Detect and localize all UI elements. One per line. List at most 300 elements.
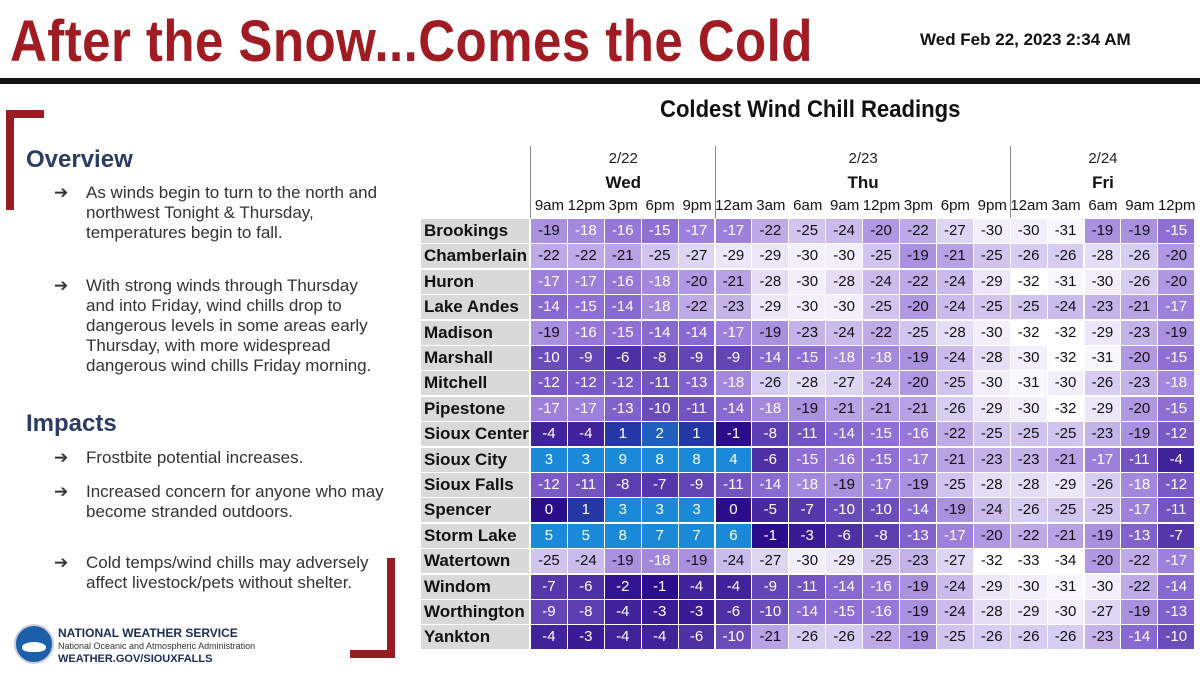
- wind-chill-cell: -18: [789, 473, 825, 497]
- wind-chill-cell: -15: [1158, 346, 1194, 370]
- wind-chill-cell: -23: [1085, 422, 1121, 446]
- wind-chill-cell: -24: [937, 295, 973, 319]
- wind-chill-cell: -26: [1011, 244, 1047, 268]
- hour-label: 9am: [1125, 197, 1155, 214]
- wind-chill-cell: -26: [1085, 371, 1121, 395]
- wind-chill-cell: -14: [752, 346, 788, 370]
- wind-chill-cell: -25: [1048, 422, 1084, 446]
- wind-chill-cell: -12: [531, 371, 567, 395]
- wind-chill-cell: -26: [789, 625, 825, 649]
- overview-heading: Overview: [26, 146, 133, 173]
- wind-chill-cell: -16: [863, 575, 899, 599]
- wind-chill-cell: -28: [1011, 473, 1047, 497]
- wind-chill-cell: -26: [1048, 625, 1084, 649]
- wind-chill-cell: -14: [826, 422, 862, 446]
- wind-chill-cell: -27: [679, 244, 715, 268]
- wind-chill-cell: -13: [679, 371, 715, 395]
- wind-chill-cell: -10: [716, 625, 752, 649]
- wind-chill-cell: -22: [1011, 524, 1047, 548]
- day-name: Fri: [1092, 173, 1114, 192]
- wind-chill-cell: -30: [1085, 270, 1121, 294]
- wind-chill-cell: 2: [642, 422, 678, 446]
- wind-chill-cell: -14: [605, 295, 641, 319]
- wind-chill-cell: -15: [789, 346, 825, 370]
- issue-datetime: Wed Feb 22, 2023 2:34 AM: [920, 30, 1131, 49]
- bullet-text: With strong winds through Thursday and into Friday, wind chills drop to dangerous levels in some areas early Thursday, with more widespread dangerous wind chills Friday morning.: [86, 276, 372, 375]
- wind-chill-cell: -22: [531, 244, 567, 268]
- location-label: Storm Lake: [421, 524, 529, 548]
- hour-label: 3am: [1051, 197, 1081, 214]
- hour-label: 9pm: [977, 197, 1007, 214]
- arrow-right-icon: ➔: [54, 553, 69, 572]
- wind-chill-cell: -19: [1085, 219, 1121, 243]
- wind-chill-cell: -20: [1121, 346, 1157, 370]
- wind-chill-cell: 1: [568, 498, 604, 522]
- hour-label: 3am: [756, 197, 786, 214]
- wind-chill-cell: -17: [716, 321, 752, 345]
- table-title: Coldest Wind Chill Readings: [660, 96, 961, 123]
- wind-chill-cell: -19: [1121, 219, 1157, 243]
- wind-chill-cell: -3: [679, 600, 715, 624]
- wind-chill-cell: -28: [1085, 244, 1121, 268]
- wind-chill-cell: -14: [826, 575, 862, 599]
- location-label: Huron: [421, 270, 529, 294]
- wind-chill-cell: -4: [642, 625, 678, 649]
- wind-chill-cell: -23: [974, 448, 1010, 472]
- wind-chill-cell: -31: [1011, 371, 1047, 395]
- wind-chill-cell: -12: [531, 473, 567, 497]
- nws-url[interactable]: WEATHER.GOV/SIOUXFALLS: [58, 653, 213, 665]
- wind-chill-cell: 7: [642, 524, 678, 548]
- impacts-bullet: [54, 448, 374, 470]
- wind-chill-cell: 6: [716, 524, 752, 548]
- wind-chill-cell: -4: [605, 625, 641, 649]
- wind-chill-cell: -16: [605, 270, 641, 294]
- wind-chill-cell: -30: [789, 549, 825, 573]
- wind-chill-cell: -29: [716, 244, 752, 268]
- arrow-right-icon: ➔: [54, 448, 69, 467]
- wind-chill-cell: -29: [1085, 321, 1121, 345]
- location-label: Pipestone: [421, 397, 529, 421]
- nws-agency: National Oceanic and Atmospheric Administration: [58, 641, 256, 651]
- wind-chill-cell: -24: [568, 549, 604, 573]
- wind-chill-cell: -23: [1121, 371, 1157, 395]
- hour-label: 12am: [1010, 197, 1048, 214]
- wind-chill-cell: -19: [679, 549, 715, 573]
- hour-label: 9pm: [682, 197, 712, 214]
- wind-chill-cell: -16: [900, 422, 936, 446]
- wind-chill-cell: -13: [1121, 524, 1157, 548]
- wind-chill-cell: -21: [937, 244, 973, 268]
- wind-chill-cell: 3: [568, 448, 604, 472]
- wind-chill-cell: -18: [568, 219, 604, 243]
- wind-chill-cell: -21: [716, 270, 752, 294]
- wind-chill-cell: -26: [1048, 244, 1084, 268]
- wind-chill-cell: -23: [1085, 625, 1121, 649]
- wind-chill-cell: -8: [863, 524, 899, 548]
- wind-chill-cell: -21: [826, 397, 862, 421]
- hour-label: 6am: [1088, 197, 1118, 214]
- wind-chill-cell: -4: [716, 575, 752, 599]
- hour-label: 6pm: [940, 197, 970, 214]
- wind-chill-cell: -14: [900, 498, 936, 522]
- wind-chill-cell: -16: [863, 600, 899, 624]
- location-label: Watertown: [421, 549, 529, 573]
- location-label: Worthington: [421, 600, 529, 624]
- wind-chill-cell: -25: [642, 244, 678, 268]
- wind-chill-cell: -19: [900, 473, 936, 497]
- hour-label: 12am: [715, 197, 753, 214]
- wind-chill-cell: -30: [1011, 346, 1047, 370]
- wind-chill-cell: -25: [974, 244, 1010, 268]
- wind-chill-cell: -30: [1085, 575, 1121, 599]
- wind-chill-cell: -28: [974, 473, 1010, 497]
- wind-chill-cell: -11: [1121, 448, 1157, 472]
- wind-chill-cell: -19: [900, 600, 936, 624]
- wind-chill-cell: -32: [1011, 270, 1047, 294]
- wind-chill-cell: -29: [1048, 473, 1084, 497]
- wind-chill-cell: -24: [937, 346, 973, 370]
- location-label: Spencer: [421, 498, 529, 522]
- wind-chill-cell: -30: [789, 295, 825, 319]
- hour-label: 12pm: [567, 197, 606, 214]
- bullet-text: Increased concern for anyone who may become stranded outdoors.: [86, 482, 384, 521]
- wind-chill-cell: -1: [642, 575, 678, 599]
- wind-chill-cell: -18: [863, 346, 899, 370]
- wind-chill-cell: 0: [531, 498, 567, 522]
- wind-chill-cell: -25: [1011, 295, 1047, 319]
- wind-chill-cell: -15: [863, 448, 899, 472]
- wind-chill-cell: -20: [1158, 244, 1194, 268]
- wind-chill-cell: -26: [1011, 625, 1047, 649]
- overview-bullet: [54, 183, 378, 263]
- wind-chill-cell: 0: [716, 498, 752, 522]
- wind-chill-cell: -23: [716, 295, 752, 319]
- wind-chill-cell: -18: [1158, 371, 1194, 395]
- wind-chill-cell: -18: [642, 295, 678, 319]
- wind-chill-cell: -29: [1011, 600, 1047, 624]
- wind-chill-cell: -29: [974, 397, 1010, 421]
- wind-chill-cell: -24: [863, 270, 899, 294]
- wind-chill-cell: -27: [1085, 600, 1121, 624]
- location-label: Chamberlain: [421, 244, 529, 268]
- wind-chill-cell: -19: [937, 498, 973, 522]
- wind-chill-cell: -14: [679, 321, 715, 345]
- wind-chill-cell: -29: [974, 575, 1010, 599]
- wind-chill-cell: 1: [679, 422, 715, 446]
- wind-chill-cell: -25: [937, 625, 973, 649]
- wind-chill-cell: -9: [531, 600, 567, 624]
- wind-chill-cell: -19: [531, 219, 567, 243]
- wind-chill-cell: -19: [789, 397, 825, 421]
- wind-chill-cell: -19: [900, 346, 936, 370]
- wind-chill-cell: -12: [605, 371, 641, 395]
- wind-chill-cell: -25: [863, 549, 899, 573]
- wind-chill-cell: -7: [642, 473, 678, 497]
- wind-chill-cell: -6: [679, 625, 715, 649]
- wind-chill-cell: -7: [1158, 524, 1194, 548]
- wind-chill-cell: -26: [1121, 270, 1157, 294]
- wind-chill-cell: -29: [752, 244, 788, 268]
- wind-chill-cell: -30: [1011, 575, 1047, 599]
- wind-chill-cell: -30: [974, 321, 1010, 345]
- wind-chill-cell: -10: [826, 498, 862, 522]
- wind-chill-cell: -21: [900, 397, 936, 421]
- wind-chill-cell: -31: [1085, 346, 1121, 370]
- impacts-bullet: [54, 482, 384, 524]
- wind-chill-cell: -24: [1048, 295, 1084, 319]
- wind-chill-cell: -11: [568, 473, 604, 497]
- wind-chill-cell: -19: [605, 549, 641, 573]
- wind-chill-cell: -14: [752, 473, 788, 497]
- wind-chill-cell: -26: [1121, 244, 1157, 268]
- wind-chill-cell: -17: [531, 397, 567, 421]
- wind-chill-cell: -16: [826, 448, 862, 472]
- wind-chill-cell: 5: [531, 524, 567, 548]
- wind-chill-cell: -33: [1011, 549, 1047, 573]
- wind-chill-cell: -16: [605, 219, 641, 243]
- wind-chill-cell: -10: [531, 346, 567, 370]
- wind-chill-cell: 8: [642, 448, 678, 472]
- location-label: Mitchell: [421, 371, 529, 395]
- wind-chill-cell: -15: [605, 321, 641, 345]
- wind-chill-cell: -18: [1121, 473, 1157, 497]
- wind-chill-cell: -15: [642, 219, 678, 243]
- wind-chill-cell: 5: [568, 524, 604, 548]
- wind-chill-cell: -26: [937, 397, 973, 421]
- wind-chill-cell: -22: [752, 219, 788, 243]
- wind-chill-cell: -22: [1121, 575, 1157, 599]
- wind-chill-cell: -30: [974, 219, 1010, 243]
- wind-chill-cell: -10: [752, 600, 788, 624]
- wind-chill-cell: -15: [1158, 397, 1194, 421]
- wind-chill-cell: -9: [716, 346, 752, 370]
- wind-chill-cell: -1: [752, 524, 788, 548]
- bullet-text: Cold temps/wind chills may adversely affect livestock/pets without shelter.: [86, 553, 369, 592]
- wind-chill-cell: -28: [974, 600, 1010, 624]
- wind-chill-cell: 1: [605, 422, 641, 446]
- wind-chill-cell: -1: [716, 422, 752, 446]
- wind-chill-cell: -11: [1158, 498, 1194, 522]
- wind-chill-cell: -23: [789, 321, 825, 345]
- wind-chill-cell: -17: [716, 219, 752, 243]
- wind-chill-cell: -30: [826, 244, 862, 268]
- wind-chill-cell: -25: [863, 295, 899, 319]
- arrow-right-icon: ➔: [54, 276, 69, 295]
- wind-chill-cell: -27: [826, 371, 862, 395]
- wind-chill-cell: -21: [605, 244, 641, 268]
- wind-chill-cell: -25: [531, 549, 567, 573]
- wind-chill-cell: -10: [1158, 625, 1194, 649]
- hour-label: 6am: [793, 197, 823, 214]
- wind-chill-cell: -18: [826, 346, 862, 370]
- wind-chill-cell: -9: [679, 473, 715, 497]
- wind-chill-cell: -16: [568, 321, 604, 345]
- wind-chill-cell: -27: [937, 219, 973, 243]
- wind-chill-cell: -23: [900, 549, 936, 573]
- location-label: Sioux Falls: [421, 473, 529, 497]
- wind-chill-cell: -31: [1048, 270, 1084, 294]
- wind-chill-cell: -4: [605, 600, 641, 624]
- wind-chill-cell: -20: [900, 371, 936, 395]
- wind-chill-cell: -10: [642, 397, 678, 421]
- wind-chill-cell: -22: [900, 219, 936, 243]
- wind-chill-cell: 3: [679, 498, 715, 522]
- wind-chill-cell: -20: [679, 270, 715, 294]
- wind-chill-cell: -25: [937, 473, 973, 497]
- wind-chill-cell: -25: [1048, 498, 1084, 522]
- hour-label: 12pm: [862, 197, 901, 214]
- wind-chill-cell: -32: [1011, 321, 1047, 345]
- wind-chill-cell: -30: [789, 244, 825, 268]
- wind-chill-cell: -4: [1158, 448, 1194, 472]
- wind-chill-cell: -19: [1085, 524, 1121, 548]
- wind-chill-cell: -18: [752, 397, 788, 421]
- page-title: After the Snow...Comes the Cold: [10, 9, 813, 74]
- wind-chill-cell: -12: [1158, 473, 1194, 497]
- location-label: Marshall: [421, 346, 529, 370]
- wind-chill-cell: -22: [568, 244, 604, 268]
- wind-chill-cell: -26: [826, 625, 862, 649]
- bullet-text: As winds begin to turn to the north and northwest Tonight & Thursday, temperatures begin to fall.: [86, 183, 378, 242]
- wind-chill-cell: -25: [974, 295, 1010, 319]
- wind-chill-cell: -26: [1085, 473, 1121, 497]
- wind-chill-cell: -19: [531, 321, 567, 345]
- wind-chill-cell: -28: [937, 321, 973, 345]
- wind-chill-cell: -25: [863, 244, 899, 268]
- wind-chill-cell: -17: [568, 397, 604, 421]
- wind-chill-cell: -29: [752, 295, 788, 319]
- wind-chill-cell: -30: [789, 270, 825, 294]
- wind-chill-cell: -25: [937, 371, 973, 395]
- wind-chill-cell: -32: [974, 549, 1010, 573]
- wind-chill-cell: -6: [752, 448, 788, 472]
- day-date: 2/22: [608, 150, 638, 167]
- wind-chill-cell: -8: [752, 422, 788, 446]
- hour-label: 9am: [534, 197, 565, 214]
- wind-chill-cell: -20: [900, 295, 936, 319]
- wind-chill-cell: -20: [974, 524, 1010, 548]
- wind-chill-cell: -25: [900, 321, 936, 345]
- day-date: 2/24: [1088, 150, 1118, 167]
- wind-chill-cell: -30: [826, 295, 862, 319]
- wind-chill-cell: -11: [679, 397, 715, 421]
- title-divider: [0, 78, 1200, 84]
- wind-chill-cell: -17: [1085, 448, 1121, 472]
- wind-chill-cell: -21: [752, 625, 788, 649]
- wind-chill-cell: -30: [1011, 219, 1047, 243]
- wind-chill-cell: -18: [642, 549, 678, 573]
- wind-chill-cell: -3: [642, 600, 678, 624]
- wind-chill-cell: 4: [716, 448, 752, 472]
- location-label: Sioux City: [421, 448, 529, 472]
- wind-chill-cell: -14: [1121, 625, 1157, 649]
- overview-bullet: [54, 276, 374, 396]
- wind-chill-cell: -15: [826, 600, 862, 624]
- wind-chill-cell: -31: [1048, 575, 1084, 599]
- wind-chill-cell: -30: [1011, 397, 1047, 421]
- wind-chill-cell: -14: [1158, 575, 1194, 599]
- wind-chill-cell: -26: [974, 625, 1010, 649]
- wind-chill-cell: -29: [1085, 397, 1121, 421]
- wind-chill-cell: -12: [1158, 422, 1194, 446]
- arrow-right-icon: ➔: [54, 183, 69, 202]
- wind-chill-cell: -22: [679, 295, 715, 319]
- hour-label: 9am: [830, 197, 860, 214]
- wind-chill-cell: -23: [1121, 321, 1157, 345]
- wind-chill-cell: -24: [826, 219, 862, 243]
- wind-chill-cell: -30: [974, 371, 1010, 395]
- wind-chill-cell: -3: [568, 625, 604, 649]
- wind-chill-cell: -6: [716, 600, 752, 624]
- wind-chill-cell: 3: [531, 448, 567, 472]
- wind-chill-cell: -19: [826, 473, 862, 497]
- location-label: Lake Andes: [421, 295, 529, 319]
- wind-chill-cell: -20: [1121, 397, 1157, 421]
- wind-chill-cell: 8: [679, 448, 715, 472]
- wind-chill-cell: -17: [679, 219, 715, 243]
- wind-chill-cell: -24: [716, 549, 752, 573]
- wind-chill-cell: -28: [752, 270, 788, 294]
- wind-chill-cell: -6: [568, 575, 604, 599]
- wind-chill-cell: -20: [1085, 549, 1121, 573]
- wind-chill-cell: -34: [1048, 549, 1084, 573]
- wind-chill-cell: -20: [863, 219, 899, 243]
- wind-chill-cell: -29: [974, 270, 1010, 294]
- wind-chill-cell: -17: [937, 524, 973, 548]
- location-label: Sioux Center: [421, 422, 529, 446]
- wind-chill-cell: -19: [900, 575, 936, 599]
- wind-chill-cell: -26: [752, 371, 788, 395]
- wind-chill-cell: -8: [642, 346, 678, 370]
- wind-chill-cell: -29: [826, 549, 862, 573]
- wind-chill-cell: -25: [974, 422, 1010, 446]
- wind-chill-cell: -9: [752, 575, 788, 599]
- wind-chill-cell: -19: [900, 244, 936, 268]
- wind-chill-cell: -20: [1158, 270, 1194, 294]
- wind-chill-cell: -25: [1085, 498, 1121, 522]
- impacts-bullet: [54, 553, 374, 615]
- wind-chill-cell: -21: [1048, 524, 1084, 548]
- location-label: Brookings: [421, 219, 529, 243]
- wind-chill-cell: -15: [863, 422, 899, 446]
- wind-chill-cell: -17: [900, 448, 936, 472]
- location-label: Madison: [421, 321, 529, 345]
- wind-chill-cell: -17: [1158, 549, 1194, 573]
- wind-chill-cell: -17: [531, 270, 567, 294]
- wind-chill-cell: -21: [1121, 295, 1157, 319]
- bullet-text: Frostbite potential increases.: [86, 448, 304, 467]
- wind-chill-cell: -14: [531, 295, 567, 319]
- wind-chill-cell: -15: [1158, 219, 1194, 243]
- wind-chill-cell: -24: [937, 600, 973, 624]
- wind-chill-cell: 9: [605, 448, 641, 472]
- wind-chill-cell: -13: [900, 524, 936, 548]
- wind-chill-cell: -25: [789, 219, 825, 243]
- wind-chill-cell: -23: [1011, 448, 1047, 472]
- wind-chill-cell: -28: [826, 270, 862, 294]
- arrow-right-icon: ➔: [54, 482, 69, 501]
- wind-chill-cell: 8: [605, 524, 641, 548]
- wind-chill-cell: -21: [1048, 448, 1084, 472]
- location-label: Yankton: [421, 625, 529, 649]
- wind-chill-cell: -23: [1085, 295, 1121, 319]
- wind-chill-cell: -17: [1121, 498, 1157, 522]
- hour-label: 3pm: [903, 197, 934, 214]
- wind-chill-cell: -7: [789, 498, 825, 522]
- wind-chill-cell: -5: [752, 498, 788, 522]
- wind-chill-cell: -17: [863, 473, 899, 497]
